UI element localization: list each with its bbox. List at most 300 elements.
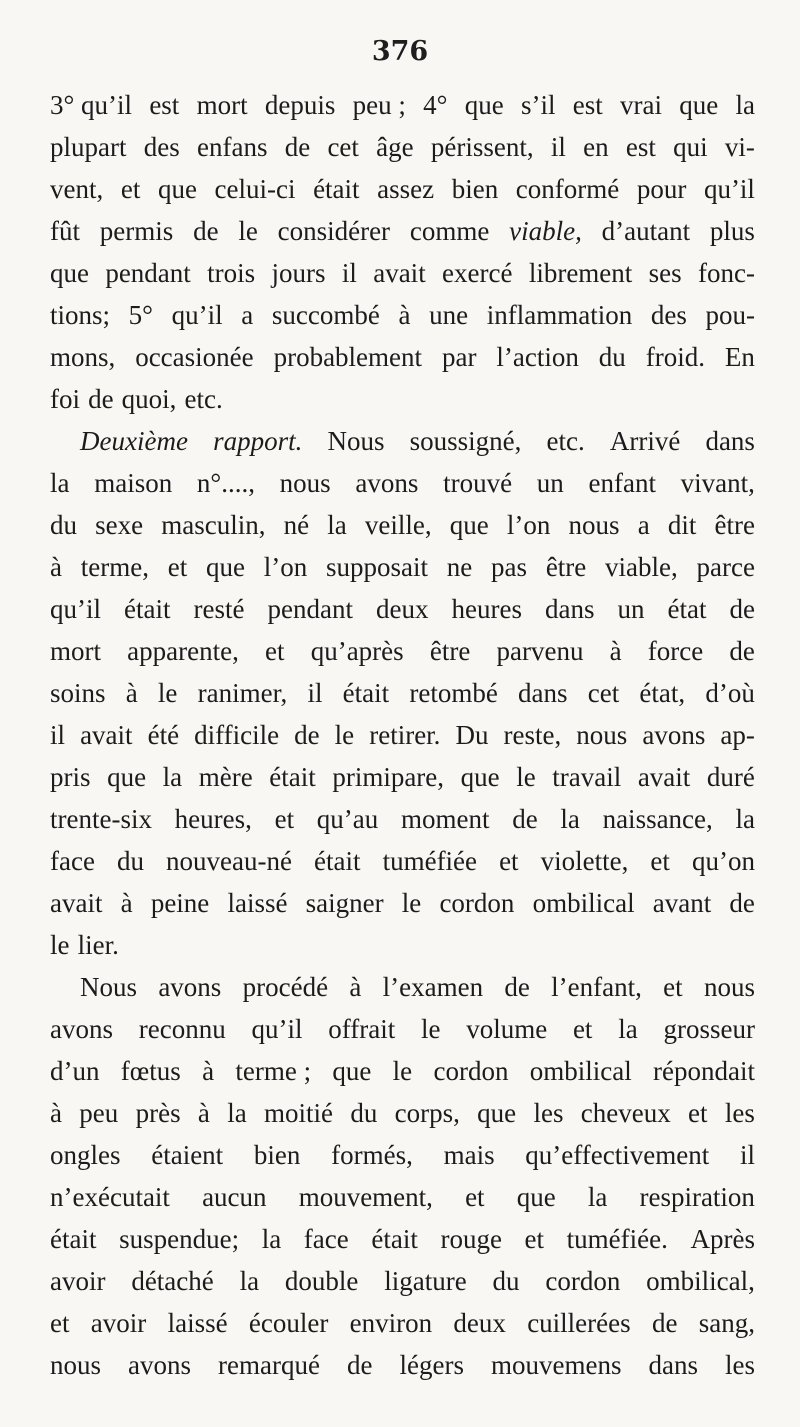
word: considérer <box>277 216 391 246</box>
word: de <box>729 636 755 666</box>
word: mort <box>50 636 101 666</box>
word: etc. <box>184 384 223 414</box>
word: répondait <box>653 1056 755 1086</box>
word: que <box>449 510 489 540</box>
word: et <box>663 972 683 1002</box>
text-line <box>50 462 755 504</box>
word: que <box>50 258 89 288</box>
word: pendant <box>267 594 353 624</box>
word: le <box>50 930 70 960</box>
word: lier. <box>77 930 119 960</box>
word: pendant <box>105 258 191 288</box>
word: grosseur <box>663 1014 755 1044</box>
word: vivant, <box>680 468 755 498</box>
word: soussigné, <box>409 426 522 456</box>
word: de <box>651 1308 678 1338</box>
word: mort <box>196 90 248 120</box>
word: avait <box>80 720 133 750</box>
word: détaché <box>131 1266 214 1296</box>
word: face <box>50 846 95 876</box>
word: dit <box>667 510 697 540</box>
word: 4° <box>423 90 448 120</box>
word: Deuxième <box>80 426 188 456</box>
word: légers <box>399 1350 464 1380</box>
word: 3° qu’il <box>50 90 133 120</box>
word: le <box>516 762 536 792</box>
word: et <box>499 846 519 876</box>
word: à <box>197 1098 210 1128</box>
word: rouge <box>440 1224 502 1254</box>
word: mouvemens <box>490 1350 622 1380</box>
word: et <box>688 1098 708 1128</box>
word: la <box>618 1014 638 1044</box>
word: de <box>193 216 219 246</box>
word: foi <box>50 384 80 414</box>
word: l’on <box>506 510 551 540</box>
text-line <box>50 420 755 462</box>
word: qu’après <box>310 636 404 666</box>
word: à <box>609 636 622 666</box>
word: avons <box>50 1014 113 1044</box>
word: heures <box>451 594 522 624</box>
word: dans <box>648 1350 698 1380</box>
word: ses <box>648 258 682 288</box>
word: et <box>650 846 670 876</box>
word: dans <box>544 594 595 624</box>
word: parce <box>696 552 755 582</box>
text-line <box>50 168 755 210</box>
word: remarqué <box>218 1350 320 1380</box>
word: le <box>334 720 355 750</box>
word: nous <box>279 468 331 498</box>
word: etc. <box>546 426 585 456</box>
word: retombé <box>409 678 498 708</box>
word: pas <box>491 552 528 582</box>
word: deux <box>453 1308 506 1338</box>
word: qu’au <box>316 804 379 834</box>
word: a <box>241 300 254 330</box>
word: près <box>135 1098 181 1128</box>
word: étaient <box>151 1140 224 1170</box>
word: était <box>314 846 361 876</box>
word: et <box>524 1224 545 1254</box>
word: avant <box>652 888 712 918</box>
text-line <box>50 84 755 126</box>
text-line <box>50 1260 755 1302</box>
word: Du <box>455 720 489 750</box>
word: que <box>157 174 197 204</box>
word: n’exécutait <box>50 1182 170 1212</box>
word: était <box>50 1224 97 1254</box>
text-line <box>50 1218 755 1260</box>
word: librement <box>528 258 633 288</box>
text-line <box>50 1176 755 1218</box>
text-line <box>50 1092 755 1134</box>
word: reste, <box>503 720 562 750</box>
word: aucun <box>202 1182 267 1212</box>
word: supposait <box>326 552 429 582</box>
word: en <box>583 132 609 162</box>
word: avait <box>637 762 691 792</box>
text-line <box>50 546 755 588</box>
word: de <box>512 804 538 834</box>
word: qu’il <box>50 594 101 624</box>
word: mais <box>443 1140 495 1170</box>
word: un <box>617 594 645 624</box>
word: la <box>735 804 755 834</box>
word: volume <box>466 1014 548 1044</box>
word: il <box>307 678 323 708</box>
word: ap- <box>720 720 755 750</box>
page-number: 376 <box>371 36 429 67</box>
word: moitié <box>264 1098 333 1128</box>
word: peu <box>79 1098 119 1128</box>
body-text <box>50 84 755 1386</box>
word: formés, <box>331 1140 413 1170</box>
word: heures, <box>174 804 252 834</box>
word: apparente, <box>127 636 239 666</box>
word: la <box>239 1266 260 1296</box>
text-line <box>50 252 755 294</box>
word: et <box>50 1308 70 1338</box>
word: vrai <box>620 90 662 120</box>
word: né <box>283 510 310 540</box>
word: qui <box>673 132 708 162</box>
text-line <box>50 336 755 378</box>
word: qu’il <box>703 174 755 204</box>
word: bien <box>451 174 499 204</box>
word: à <box>398 300 411 330</box>
word: il <box>550 132 566 162</box>
word: bien <box>253 1140 301 1170</box>
word: tions; <box>50 300 111 330</box>
word: procédé <box>242 972 329 1002</box>
word: nous <box>703 972 755 1002</box>
word: dans <box>705 426 755 456</box>
word: est <box>572 90 603 120</box>
word: de <box>294 720 320 750</box>
word: il <box>739 1140 755 1170</box>
word: à <box>349 972 362 1002</box>
word: âge <box>376 132 414 162</box>
word: double <box>284 1266 359 1296</box>
word: ligature <box>384 1266 467 1296</box>
word: laissé <box>167 1308 228 1338</box>
word: que <box>460 762 500 792</box>
word: de <box>504 972 530 1002</box>
word: qu’on <box>691 846 755 876</box>
word: terme, <box>80 552 149 582</box>
word: soins <box>50 678 106 708</box>
word: respiration <box>639 1182 755 1212</box>
word: viable, <box>605 552 678 582</box>
word: l’examen <box>382 972 484 1002</box>
word: et <box>167 552 188 582</box>
word: deux <box>376 594 429 624</box>
word: peu ; <box>352 90 406 120</box>
word: et <box>120 174 141 204</box>
word: il <box>50 720 66 750</box>
word: état <box>667 594 707 624</box>
word: de <box>729 594 755 624</box>
word: que <box>464 90 504 120</box>
word: est <box>149 90 180 120</box>
word: enfans <box>196 132 268 162</box>
word: la <box>261 1224 282 1254</box>
word: depuis <box>264 90 336 120</box>
word: difficile <box>194 720 280 750</box>
word: nous <box>568 510 620 540</box>
word: de <box>347 1350 373 1380</box>
text-line <box>50 924 755 966</box>
word: avons <box>642 720 706 750</box>
word: avons <box>158 972 222 1002</box>
word: la <box>50 468 70 498</box>
word: violette, <box>540 846 629 876</box>
word: à <box>50 552 62 582</box>
word: sang, <box>698 1308 755 1338</box>
text-line <box>50 588 755 630</box>
word: naissance, <box>602 804 713 834</box>
word: reconnu <box>138 1014 226 1044</box>
word: la <box>735 90 755 120</box>
word: environ <box>349 1308 433 1338</box>
word: succombé <box>271 300 380 330</box>
word: quoi, <box>121 384 177 414</box>
word: dans <box>518 678 568 708</box>
word: inflammation <box>486 300 633 330</box>
word: trente-six <box>50 804 152 834</box>
word: offrait <box>328 1014 396 1044</box>
word: à <box>125 678 138 708</box>
word: fonc- <box>697 258 755 288</box>
word: probablement <box>273 342 423 372</box>
word: retirer. <box>369 720 441 750</box>
word: ombilical <box>532 888 635 918</box>
word: ranimer, <box>197 678 288 708</box>
word: avait <box>50 888 103 918</box>
text-line <box>50 1344 755 1386</box>
word: permis <box>99 216 174 246</box>
word: enfant <box>588 468 656 498</box>
word: travail <box>552 762 622 792</box>
word: et <box>465 1182 485 1212</box>
text-line <box>50 210 755 252</box>
word: la <box>227 1098 247 1128</box>
word: était <box>313 174 360 204</box>
text-line <box>50 840 755 882</box>
word: la <box>587 1182 608 1212</box>
word: maison <box>94 468 173 498</box>
word: avait <box>373 258 426 288</box>
word: par <box>441 342 477 372</box>
word: veille, <box>364 510 432 540</box>
text-line <box>50 966 755 1008</box>
word: viable, <box>509 216 582 246</box>
word: cordon <box>439 888 515 918</box>
text-line <box>50 126 755 168</box>
word: du <box>350 1098 378 1128</box>
word: assez <box>377 174 435 204</box>
word: primipare, <box>332 762 445 792</box>
word: que <box>516 1182 556 1212</box>
word: plus <box>709 216 755 246</box>
word: être <box>545 552 587 582</box>
text-line <box>50 756 755 798</box>
word: l’enfant, <box>551 972 642 1002</box>
word: été <box>147 720 180 750</box>
word: le <box>401 888 422 918</box>
word: était <box>342 678 390 708</box>
word: avoir <box>90 1308 147 1338</box>
word: mère <box>198 762 253 792</box>
word: écouler <box>248 1308 329 1338</box>
word: de <box>729 888 755 918</box>
word: corps, <box>394 1098 460 1128</box>
word: ongles <box>50 1140 121 1170</box>
word: à <box>120 888 133 918</box>
text-line <box>50 714 755 756</box>
word: d’autant <box>601 216 691 246</box>
word: fœtus <box>120 1056 181 1086</box>
word: force <box>647 636 704 666</box>
word: être <box>714 510 755 540</box>
word: conformé <box>515 174 620 204</box>
word: nous <box>50 1350 102 1380</box>
word: exercé <box>442 258 513 288</box>
word: que <box>107 762 147 792</box>
word: la <box>560 804 580 834</box>
word: cet <box>587 678 620 708</box>
text-line <box>50 378 755 420</box>
word: plupart <box>50 132 127 162</box>
word: froid. <box>645 342 705 372</box>
word: une <box>429 300 469 330</box>
text-line <box>50 504 755 546</box>
word: Nous <box>80 972 138 1002</box>
text-line <box>50 1008 755 1050</box>
word: Arrivé <box>609 426 681 456</box>
word: qu’il <box>171 300 223 330</box>
word: l’action <box>496 342 579 372</box>
word: fût <box>50 216 80 246</box>
word: était <box>371 1224 418 1254</box>
word: En <box>724 342 755 372</box>
word: rapport. <box>213 426 303 456</box>
word: moment <box>400 804 490 834</box>
text-line <box>50 294 755 336</box>
word: être <box>429 636 471 666</box>
word: ombilical <box>529 1056 632 1086</box>
word: du <box>50 510 77 540</box>
word: saigner <box>305 888 384 918</box>
word: mouvement, <box>298 1182 433 1212</box>
word: qu’effectivement <box>525 1140 710 1170</box>
word: périssent, <box>430 132 534 162</box>
word: n°...., <box>196 468 255 498</box>
word: et <box>265 636 285 666</box>
word: suspendue; <box>119 1224 240 1254</box>
word: était <box>124 594 171 624</box>
word: qu’il <box>251 1014 303 1044</box>
word: était <box>269 762 316 792</box>
word: à <box>202 1056 215 1086</box>
word: tuméfiée <box>382 846 478 876</box>
word: que <box>679 90 719 120</box>
word: la <box>327 510 347 540</box>
word: a <box>637 510 650 540</box>
word: avons <box>128 1350 192 1380</box>
word: pou- <box>705 300 755 330</box>
word: cordon <box>545 1266 621 1296</box>
word: est <box>625 132 656 162</box>
word: et <box>274 804 295 834</box>
word: Nous <box>327 426 385 456</box>
word: état, <box>639 678 686 708</box>
word: que <box>477 1098 517 1128</box>
word: tuméfiée. <box>566 1224 668 1254</box>
word: nous <box>576 720 628 750</box>
word: avons <box>355 468 419 498</box>
text-line <box>50 798 755 840</box>
word: vent, <box>50 174 104 204</box>
word: le <box>420 1014 441 1044</box>
word: jours <box>271 258 326 288</box>
word: l’on <box>263 552 308 582</box>
text-line <box>50 1302 755 1344</box>
word: des <box>650 300 687 330</box>
word: s’il <box>520 90 556 120</box>
text-line <box>50 1050 755 1092</box>
word: et <box>572 1014 593 1044</box>
word: trois <box>207 258 256 288</box>
word: celui-ci <box>214 174 296 204</box>
text-line <box>50 630 755 672</box>
word: d’un <box>50 1056 100 1086</box>
word: le <box>157 678 178 708</box>
word: ombilical, <box>646 1266 755 1296</box>
word: que <box>332 1056 372 1086</box>
word: cordon <box>433 1056 509 1086</box>
word: avoir <box>50 1266 106 1296</box>
word: occasionée <box>135 342 254 372</box>
word: pour <box>636 174 687 204</box>
word: de <box>88 384 114 414</box>
word: face <box>303 1224 349 1254</box>
word: du <box>492 1266 520 1296</box>
text-line <box>50 882 755 924</box>
text-line <box>50 672 755 714</box>
word: sexe <box>95 510 144 540</box>
word: cheveux <box>580 1098 671 1128</box>
word: cet <box>327 132 359 162</box>
word: laissé <box>227 888 288 918</box>
word: à <box>50 1098 62 1128</box>
word: comme <box>409 216 490 246</box>
word: 5° <box>128 300 153 330</box>
word: du <box>598 342 626 372</box>
word: resté <box>193 594 245 624</box>
word: les <box>725 1350 755 1380</box>
word: vi- <box>724 132 755 162</box>
word: un <box>536 468 564 498</box>
word: duré <box>706 762 755 792</box>
word: Après <box>690 1224 755 1254</box>
word: le <box>238 216 258 246</box>
text-line <box>50 1134 755 1176</box>
word: masculin, <box>161 510 266 540</box>
word: il <box>341 258 357 288</box>
